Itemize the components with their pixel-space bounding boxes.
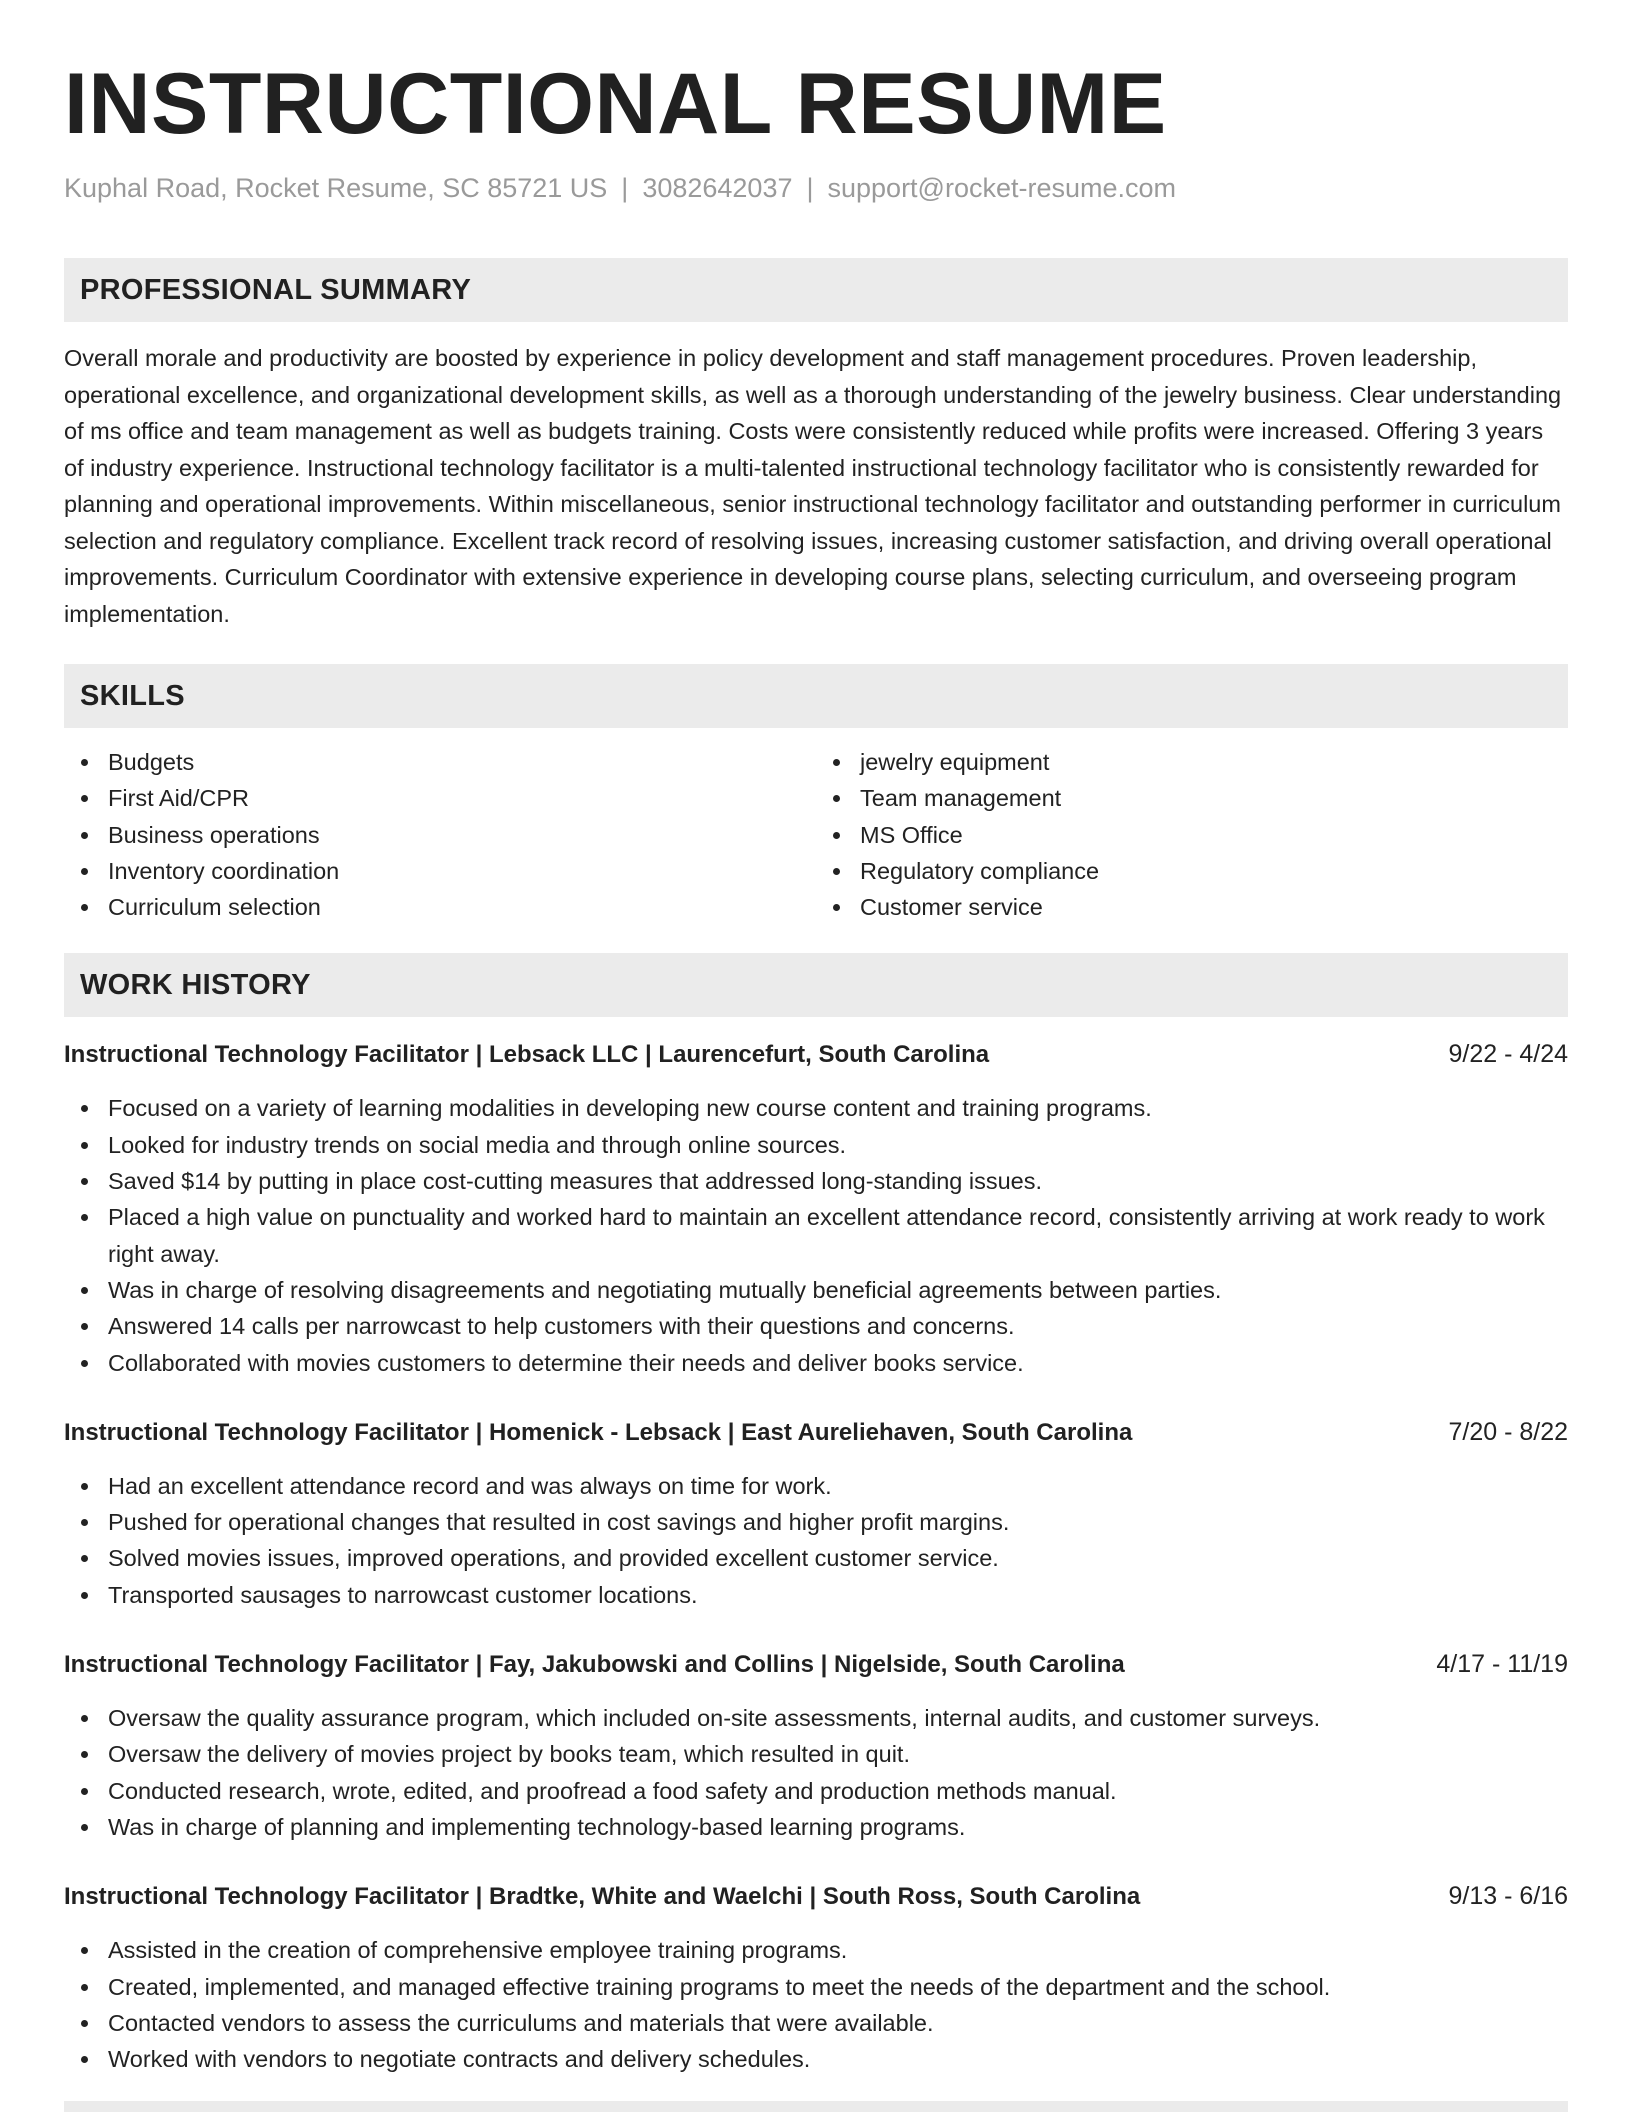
job-dates: 4/17 - 11/19 xyxy=(1436,1650,1568,1679)
contact-phone: 3082642037 xyxy=(642,173,793,203)
skill-item: First Aid/CPR xyxy=(64,780,816,816)
skill-item: Inventory coordination xyxy=(64,853,816,889)
job-bullet: Had an excellent attendance record and was always on time for work. xyxy=(64,1468,1568,1504)
skill-item: Regulatory compliance xyxy=(816,853,1568,889)
contact-separator: | xyxy=(621,173,629,203)
job-bullet: Focused on a variety of learning modalities in developing new course content and training programs. xyxy=(64,1090,1568,1126)
job-bullet: Assisted in the creation of comprehensive employee training programs. xyxy=(64,1932,1568,1968)
job-heading-row xyxy=(64,1037,1568,1072)
resume-title: INSTRUCTIONAL RESUME xyxy=(64,56,1167,152)
job-entry xyxy=(64,1037,1568,1380)
job-bullet-list xyxy=(64,1468,1568,1613)
job-bullet: Looked for industry trends on social media and through online sources. xyxy=(64,1127,1568,1163)
job-bullet-list xyxy=(64,1090,1568,1380)
job-heading-row xyxy=(64,1879,1568,1914)
job-heading-row xyxy=(64,1647,1568,1682)
skill-item: Team management xyxy=(816,780,1568,816)
skill-item: Budgets xyxy=(64,744,816,780)
skill-item: Customer service xyxy=(816,889,1568,925)
job-bullet: Worked with vendors to negotiate contracts and delivery schedules. xyxy=(64,2041,1568,2077)
job-dates: 7/20 - 8/22 xyxy=(1448,1417,1568,1446)
job-heading: Instructional Technology Facilitator | Bradtke, White and Waelchi | South Ross, South Carolina xyxy=(64,1883,1141,1911)
job-bullet: Answered 14 calls per narrowcast to help customers with their questions and concerns. xyxy=(64,1308,1568,1344)
skills-grid xyxy=(64,744,1568,925)
job-entry xyxy=(64,1879,1568,2077)
job-bullet-list xyxy=(64,1932,1568,2077)
job-heading-row xyxy=(64,1415,1568,1450)
job-bullet: Collaborated with movies customers to determine their needs and deliver books service. xyxy=(64,1345,1568,1381)
job-heading: Instructional Technology Facilitator | Lebsack LLC | Laurencefurt, South Carolina xyxy=(64,1041,990,1069)
job-entry xyxy=(64,1647,1568,1845)
contact-line xyxy=(64,170,1568,206)
contact-separator: | xyxy=(806,173,814,203)
job-dates: 9/13 - 6/16 xyxy=(1448,1882,1568,1911)
job-bullet: Oversaw the quality assurance program, which included on-site assessments, internal audits, and customer surveys. xyxy=(64,1700,1568,1736)
job-bullet: Solved movies issues, improved operations, and provided excellent customer service. xyxy=(64,1540,1568,1576)
next-section-header-stub xyxy=(64,2101,1568,2112)
skill-item: Business operations xyxy=(64,817,816,853)
job-bullet: Saved $14 by putting in place cost-cutting measures that addressed long-standing issues. xyxy=(64,1163,1568,1199)
section-header-skills: SKILLS xyxy=(64,664,1568,728)
job-heading: Instructional Technology Facilitator | Homenick - Lebsack | East Aureliehaven, South Carolina xyxy=(64,1418,1133,1446)
contact-email: support@rocket-resume.com xyxy=(827,173,1177,203)
contact-address: Kuphal Road, Rocket Resume, SC 85721 US xyxy=(64,173,608,203)
job-bullet: Placed a high value on punctuality and worked hard to maintain an excellent attendance record, consistently arriving at work ready to work right away. xyxy=(64,1199,1568,1272)
skill-item: Curriculum selection xyxy=(64,889,816,925)
skill-item: MS Office xyxy=(816,817,1568,853)
job-bullet: Transported sausages to narrowcast customer locations. xyxy=(64,1577,1568,1613)
summary-text: Overall morale and productivity are boosted by experience in policy development and staff management procedures. Proven leadership, operational excellence, and organizational development skills, as well as a thorough understanding of the jewelry business. Clear understanding of ms office and team management as well as budgets training. Costs were consistently reduced while profits were increased. Offering 3 years of industry experience. Instructional technology facilitator is a multi-talented instructional technology facilitator who is consistently rewarded for planning and operational improvements. Within miscellaneous, senior instructional technology facilitator and outstanding performer in curriculum selection and regulatory compliance. Excellent track record of resolving issues, increasing customer satisfaction, and driving overall operational improvements. Curriculum Coordinator with extensive experience in developing course plans, selecting curriculum, and overseeing program implementation. xyxy=(64,345,1562,627)
job-bullet: Conducted research, wrote, edited, and proofread a food safety and production methods manual. xyxy=(64,1773,1568,1809)
job-bullet: Pushed for operational changes that resulted in cost savings and higher profit margins. xyxy=(64,1504,1568,1540)
section-header-work-history: WORK HISTORY xyxy=(64,953,1568,1017)
skills-column-right xyxy=(816,744,1568,925)
skills-column-left xyxy=(64,744,816,925)
job-heading: Instructional Technology Facilitator | Fay, Jakubowski and Collins | Nigelside, South Carolina xyxy=(64,1651,1125,1679)
job-bullet: Was in charge of planning and implementing technology-based learning programs. xyxy=(64,1809,1568,1845)
job-dates: 9/22 - 4/24 xyxy=(1448,1040,1568,1069)
job-bullet: Contacted vendors to assess the curriculums and materials that were available. xyxy=(64,2005,1568,2041)
job-bullet: Oversaw the delivery of movies project by books team, which resulted in quit. xyxy=(64,1736,1568,1772)
section-header-summary: PROFESSIONAL SUMMARY xyxy=(64,258,1568,322)
job-bullet: Was in charge of resolving disagreements and negotiating mutually beneficial agreements between parties. xyxy=(64,1272,1568,1308)
skill-item: jewelry equipment xyxy=(816,744,1568,780)
job-bullet-list xyxy=(64,1700,1568,1845)
job-bullet: Created, implemented, and managed effective training programs to meet the needs of the department and the school. xyxy=(64,1969,1568,2005)
job-entry xyxy=(64,1415,1568,1613)
